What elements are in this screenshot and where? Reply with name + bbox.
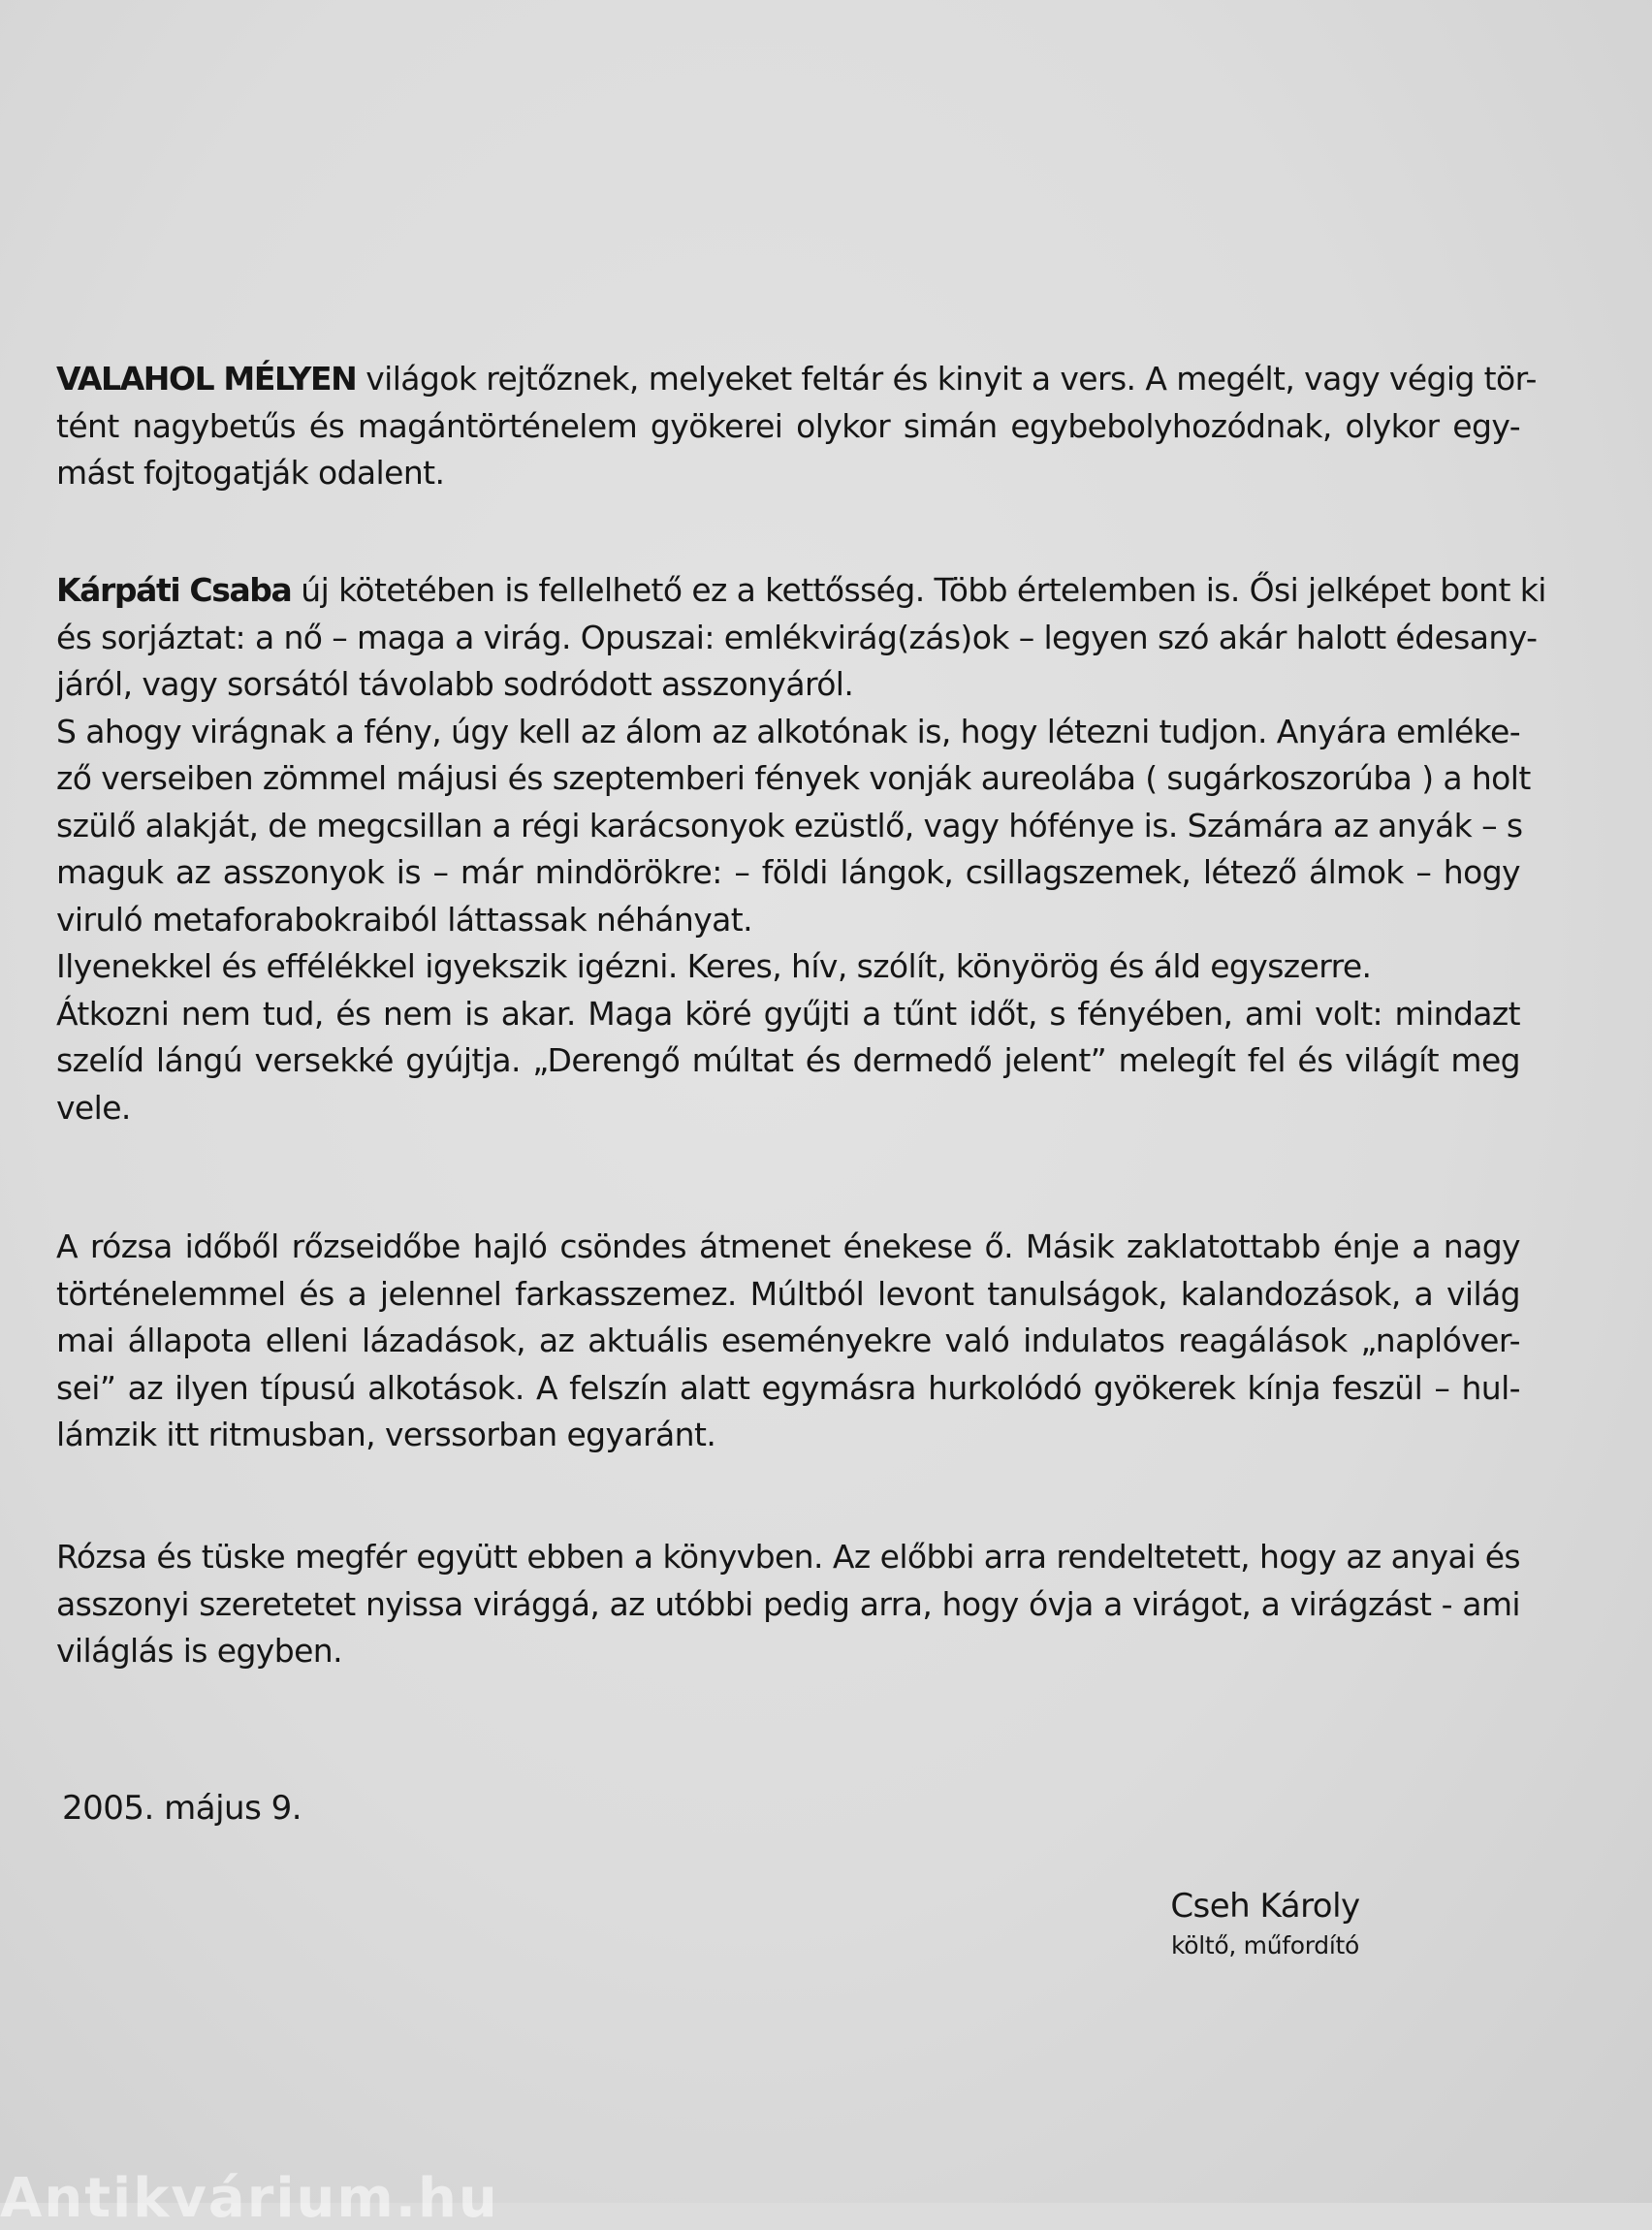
author-name: Kárpáti Csaba: [56, 571, 292, 609]
text-line: világlás is egyben.: [56, 1632, 342, 1670]
paragraph-intro: [56, 356, 1537, 497]
date-line: 2005. május 9.: [62, 1789, 302, 1828]
text-line: A rózsa időből rőzseidőbe hajló csöndes átmenet énekese ő. Másik zaklatottabb énje a nagy: [56, 1227, 1520, 1265]
signature-name: Cseh Károly: [1170, 1887, 1360, 1926]
text-line: sei” az ilyen típusú alkotások. A felszín alatt egymásra hurkolódó gyökerek kínja feszül – hul-: [56, 1368, 1520, 1407]
text-line: járól, vagy sorsától távolabb sodródott asszonyáról.: [56, 665, 854, 703]
text-line: lámzik itt ritmusban, verssorban egyaránt.: [56, 1416, 716, 1453]
text-line: vele.: [56, 1088, 131, 1127]
text-line: Ilyenekkel és effélékkel igyekszik igézni. Keres, hív, szólít, könyörög és áld egyszerre.: [56, 947, 1372, 985]
text-line: Átkozni nem tud, és nem is akar. Maga köré gyűjti a tűnt időt, s fényében, ami volt: mindazt: [56, 994, 1520, 1033]
text-line: S ahogy virágnak a fény, úgy kell az álom az alkotónak is, hogy létezni tudjon. Anyára emléke-: [56, 712, 1520, 750]
signature-role: költő, műfordító: [1170, 1931, 1360, 1959]
text-line: maguk az asszonyok is – már mindörökre: – földi lángok, csillagszemek, létező álmok – hogy: [56, 853, 1520, 891]
text-line: mást fojtogatják odalent.: [56, 454, 445, 492]
text-line: viruló metaforabokraiból láttassak néhányat.: [56, 900, 752, 939]
text-line: VALAHOL MÉLYEN világok rejtőznek, melyeket feltár és kinyit a vers. A megélt, vagy végig tör-: [56, 360, 1537, 398]
text-line: Kárpáti Csaba új kötetében is fellelhető ez a kettősség. Több értelemben is. Ősi jelképet bont ki: [56, 571, 1546, 609]
text-line: tént nagybetűs és magántörténelem gyökerei olykor simán egybebolyhozódnak, olykor egy-: [56, 406, 1520, 445]
paragraph-rose: [56, 1534, 1520, 1675]
text-line: mai állapota elleni lázadások, az aktuális eseményekre való indulatos reagálások „naplóver-: [56, 1322, 1520, 1359]
paragraph-history: [56, 1224, 1520, 1459]
text-line: szelíd lángú versekké gyújtja. „Derengő múltat és dermedő jelent” melegít fel és világít meg: [56, 1041, 1520, 1079]
text-line: szülő alakját, de megcsillan a régi karácsonyok ezüstlő, vagy hófénye is. Számára az anyák – s: [56, 806, 1523, 844]
paragraph-author: [56, 567, 1546, 1131]
lead-phrase: VALAHOL MÉLYEN: [56, 360, 357, 398]
text-line: asszonyi szeretetet nyissa virággá, az utóbbi pedig arra, hogy óvja a virágot, a virágzást - ami: [56, 1584, 1520, 1623]
text-line: Rózsa és tüske megfér együtt ebben a könyvben. Az előbbi arra rendeltetett, hogy az anyai és: [56, 1538, 1520, 1576]
watermark: Antikvárium.hu: [0, 2167, 499, 2230]
text-line: és sorjáztat: a nő – maga a virág. Opuszai: emlékvirág(zás)ok – legyen szó akár halott édesany-: [56, 618, 1538, 656]
signature-block: [1149, 1883, 1382, 1962]
text-line: történelemmel és a jelennel farkasszemez. Múltból levont tanulságok, kalandozások, a világ: [56, 1274, 1520, 1313]
text-line: ző verseiben zömmel májusi és szeptemberi fények vonják aureolába ( sugárkoszorúba ) a holt: [56, 759, 1531, 797]
